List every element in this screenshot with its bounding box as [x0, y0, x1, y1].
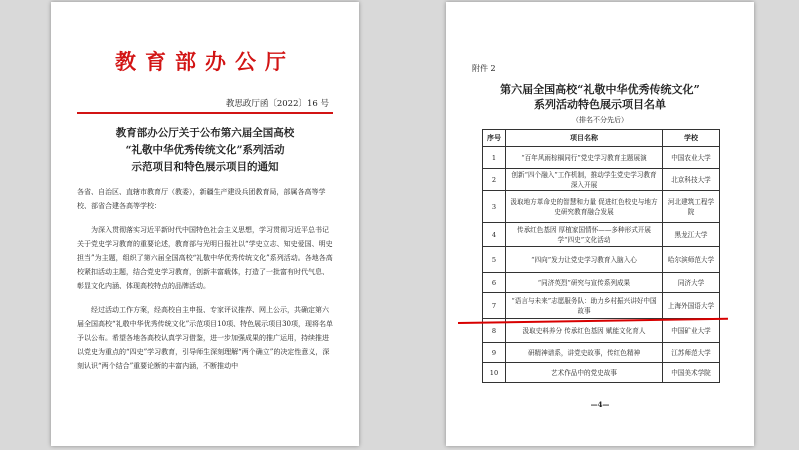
- project-name: “百年风雨棕榈同行”党史学习教育主题展演: [506, 147, 663, 169]
- school-name: 中国矿业大学: [663, 319, 720, 343]
- row-number: 7: [483, 293, 506, 319]
- table-row: [483, 147, 720, 169]
- school-name: 黑龙江大学: [663, 223, 720, 247]
- table-header-row: [483, 130, 720, 147]
- red-divider: [77, 112, 333, 114]
- header-no: 序号: [483, 130, 506, 147]
- body-paragraph: 经过活动工作方案，经高校自主申报、专家评议推荐、网上公示，共确定第六届全国高校“礼敬中华优秀传统文化”示范项目10项、特色展示项目30项，现将名单予以公布。希望各地各高校认真学习借鉴，进一步加强成果的推广运用，持续推进以党史为重点的“四史”学习教育，引导师生深刻理解“两个确立”的决定性意义，深刻认识“两个结合”重要论断的丰富内涵，不断推动中: [77, 306, 333, 370]
- row-number: 8: [483, 319, 506, 343]
- table-row: [483, 169, 720, 191]
- table-row: [483, 223, 720, 247]
- document-number: 教思政厅函〔2022〕16 号: [225, 99, 329, 109]
- project-name: 汲取地方革命史的智慧和力量 促进红色校史与地方史研究教育融合发展: [506, 191, 663, 223]
- header-school: 学校: [663, 130, 720, 147]
- list-title-line: 系列活动特色展示项目名单: [534, 98, 666, 111]
- table-row: [483, 293, 720, 319]
- notice-body: [77, 185, 333, 373]
- list-title: [466, 82, 734, 112]
- body-paragraph: 为深入贯彻落实习近平新时代中国特色社会主义思想，学习贯彻习近平总书记关于党史学习教育的重要论述，教育部与光明日报社以“学史立志、知史爱国、明史担当”为主题，组织了第六届全国高校“礼敬中华优秀传统文化”系列活动。各地各高校紧扣活动主题，结合党史学习教育，创新丰富载体，打造了一批富有时代气息、彰显文化内涵、体现高校特点的品牌活动。: [77, 226, 333, 290]
- school-name: 中国农业大学: [663, 147, 720, 169]
- row-number: 2: [483, 169, 506, 191]
- school-name: 北京科技大学: [663, 169, 720, 191]
- school-name: 江苏师范大学: [663, 343, 720, 363]
- annex-label: 附件 2: [472, 64, 496, 73]
- table-row: [483, 343, 720, 363]
- row-number: 6: [483, 273, 506, 293]
- row-number: 9: [483, 343, 506, 363]
- notice-title: [71, 125, 339, 176]
- project-name: 创新“四个融入”工作机制，推动学生党史学习教育深入开展: [506, 169, 663, 191]
- list-title-line: 第六届全国高校“礼敬中华优秀传统文化”: [500, 83, 700, 96]
- school-name: 中国美术学院: [663, 363, 720, 383]
- page-number: —4—: [590, 400, 610, 409]
- notice-page: [51, 2, 359, 446]
- salutation: 各省、自治区、直辖市教育厅（教委），新疆生产建设兵团教育局，部属各高等学校、部省合建各高等学校：: [77, 188, 326, 210]
- masthead-title: 教育部办公厅: [115, 49, 295, 74]
- project-name: 研精神谱系，讲党史故事，传红色精神: [506, 343, 663, 363]
- row-number: 10: [483, 363, 506, 383]
- table-row: [483, 273, 720, 293]
- row-number: 4: [483, 223, 506, 247]
- school-name: 河北建筑工程学院: [663, 191, 720, 223]
- row-number: 1: [483, 147, 506, 169]
- list-note: （排名不分先后）: [572, 116, 628, 124]
- project-name: 传承红色基因 厚植家国情怀——多种形式开展学“四史”文化活动: [506, 223, 663, 247]
- table-row: [483, 363, 720, 383]
- project-name: 艺术作品中的党史故事: [506, 363, 663, 383]
- project-name: “四向”发力让党史学习教育入脑入心: [506, 247, 663, 273]
- awards-table: [482, 129, 720, 383]
- header-project: 项目名称: [506, 130, 663, 147]
- row-number: 3: [483, 191, 506, 223]
- annex-page: [446, 2, 754, 446]
- notice-title-line: 教育部办公厅关于公布第六届全国高校: [115, 127, 295, 139]
- notice-title-line: 示范项目和特色展示项目的通知: [131, 161, 279, 173]
- project-name: “同济英烈”研究与宣传系列成果: [506, 273, 663, 293]
- notice-title-line: “礼敬中华优秀传统文化”系列活动: [125, 144, 285, 156]
- project-name: 汲取史料养分 传承红色基因 赋能文化育人: [506, 319, 663, 343]
- table-row: [483, 191, 720, 223]
- school-name: 哈尔滨师范大学: [663, 247, 720, 273]
- school-name: 同济大学: [663, 273, 720, 293]
- row-number: 5: [483, 247, 506, 273]
- school-name: 上海外国语大学: [663, 293, 720, 319]
- table-row: [483, 247, 720, 273]
- project-name: “语言与未来”志愿服务队：助力乡村振兴讲好中国故事: [506, 293, 663, 319]
